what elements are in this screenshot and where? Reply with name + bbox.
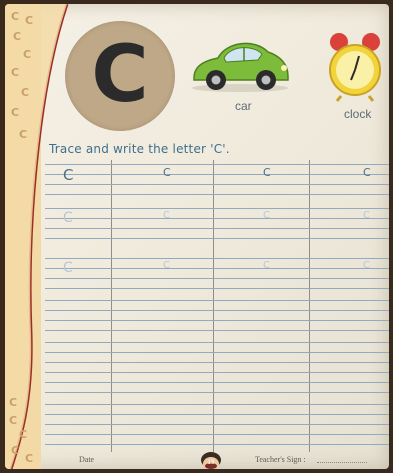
margin-letter: C [25, 452, 34, 465]
workbook-page [5, 4, 389, 469]
guide-line [45, 424, 389, 425]
teacher-sign-line[interactable] [317, 462, 367, 463]
practice-letter[interactable]: C [263, 260, 270, 271]
guide-line [45, 372, 389, 373]
guide-line [45, 434, 389, 435]
practice-letter[interactable]: C [163, 260, 170, 271]
margin-letter: C [13, 30, 22, 43]
practice-letter[interactable]: C [163, 210, 170, 221]
margin-letter: C [21, 86, 30, 99]
margin-letter: C [11, 444, 20, 457]
margin-letter: C [9, 396, 18, 409]
guide-line [45, 330, 389, 331]
margin-letter: C [25, 14, 34, 27]
instruction-text: Trace and write the letter 'C'. [49, 142, 230, 156]
margin-letter: C [23, 48, 32, 61]
guide-line [45, 444, 389, 445]
guide-line [45, 228, 389, 229]
guide-line [45, 342, 389, 343]
guide-line [45, 194, 389, 195]
big-letter: C [91, 30, 149, 120]
guide-line [45, 258, 389, 259]
guide-line [45, 300, 389, 301]
clock-caption: clock [344, 107, 372, 121]
margin-letter: C [9, 414, 18, 427]
practice-letter[interactable]: C [163, 166, 171, 179]
letter-badge [65, 21, 175, 131]
guide-line [45, 352, 389, 353]
page-number-badge [199, 451, 223, 469]
margin-letter: C [19, 428, 28, 441]
guide-line [45, 174, 389, 175]
guide-line [45, 208, 389, 209]
guide-line [45, 164, 389, 165]
practice-letter[interactable]: C [63, 210, 73, 226]
tracing-grid [45, 160, 389, 452]
guide-line [45, 288, 389, 289]
practice-letter[interactable]: C [63, 260, 73, 276]
car-icon [188, 34, 292, 94]
guide-line [45, 268, 389, 269]
guide-line [45, 238, 389, 239]
practice-letter[interactable]: C [63, 166, 74, 184]
page-number: 13 [207, 460, 215, 466]
practice-letter[interactable]: C [363, 210, 370, 221]
margin-letter: C [19, 128, 28, 141]
column-divider [213, 160, 214, 452]
car-caption: car [235, 99, 252, 113]
column-divider [111, 160, 112, 452]
alarm-clock-icon [327, 30, 383, 102]
date-label: Date [79, 455, 95, 464]
practice-letter[interactable]: C [263, 210, 270, 221]
guide-line [45, 310, 389, 311]
guide-line [45, 278, 389, 279]
column-divider [309, 160, 310, 452]
guide-line [45, 392, 389, 393]
guide-line [45, 320, 389, 321]
guide-line [45, 362, 389, 363]
teacher-sign-label: Teacher's Sign : [255, 455, 306, 464]
margin-letter: C [11, 10, 20, 23]
guide-line [45, 184, 389, 185]
guide-line [45, 414, 389, 415]
guide-line [45, 382, 389, 383]
practice-letter[interactable]: C [363, 260, 370, 271]
guide-line [45, 218, 389, 219]
practice-letter[interactable]: C [263, 166, 271, 179]
margin-letter: C [11, 106, 20, 119]
guide-line [45, 404, 389, 405]
margin-letter: C [11, 66, 20, 79]
practice-letter[interactable]: C [363, 166, 371, 179]
